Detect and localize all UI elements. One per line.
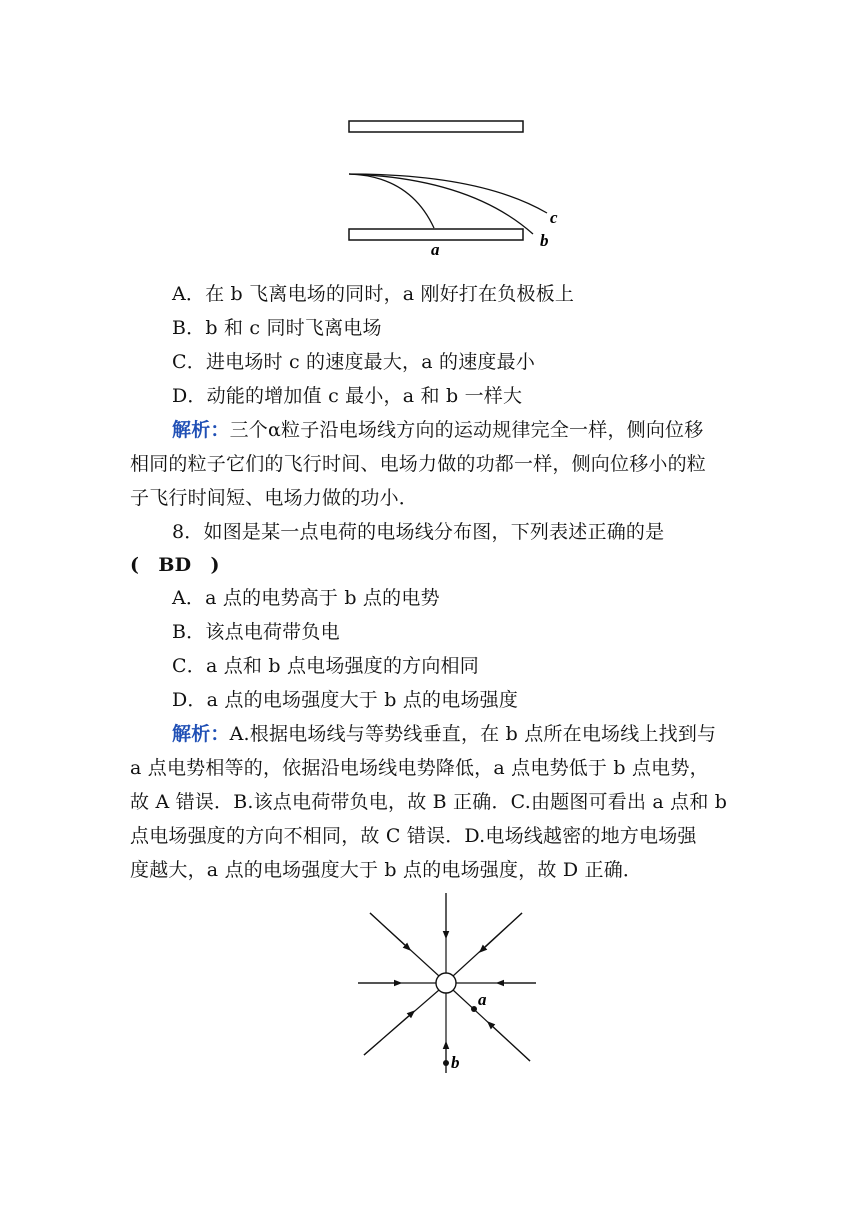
figure-parallel-plates <box>330 110 570 260</box>
point-b <box>443 1060 449 1066</box>
option-8d: D．a 点的电场强度大于 b 点的电场强度 <box>172 689 519 711</box>
option-8b: B．该点电荷带负电 <box>172 621 340 643</box>
analysis-8-line4: 点电场强度的方向不相同，故 C 错误．D.电场线越密的地方电场强 <box>130 825 697 847</box>
option-7c: C．进电场时 c 的速度最大，a 的速度最小 <box>172 351 536 373</box>
analysis-8-line3: 故 A 错误．B.该点电荷带负电，故 B 正确．C.由题图可看出 a 点和 b <box>130 791 728 813</box>
analysis-7-line3: 子飞行时间短、电场力做的功小． <box>130 487 419 509</box>
point-charge <box>436 973 456 993</box>
analysis-8-line1: 解析：A.根据电场线与等势线垂直，在 b 点所在电场线上找到与 <box>172 723 717 745</box>
analysis-8-line2: a 点电势相等的，依据沿电场线电势降低，a 点电势低于 b 点电势， <box>130 757 709 779</box>
trajectory-b <box>349 174 533 234</box>
trajectory-c <box>349 174 547 213</box>
option-8a: A．a 点的电势高于 b 点的电势 <box>172 587 440 609</box>
option-7b: B．b 和 c 同时飞离电场 <box>172 317 382 339</box>
bottom-plate <box>349 229 523 240</box>
analysis-label: 解析： <box>172 723 230 745</box>
label-c: c <box>550 208 558 227</box>
question-8-stem: 8．如图是某一点电荷的电场线分布图，下列表述正确的是 <box>172 521 665 543</box>
figure-point-charge-field <box>350 885 550 1080</box>
label-a: a <box>431 240 440 259</box>
analysis-label: 解析： <box>172 419 230 441</box>
top-plate <box>349 121 523 132</box>
label-b: b <box>451 1053 460 1072</box>
question-8-answer: ( BD ) <box>130 554 220 576</box>
option-7a: A．在 b 飞离电场的同时，a 刚好打在负极板上 <box>172 283 575 305</box>
label-a: a <box>478 990 487 1009</box>
option-7d: D．动能的增加值 c 最小，a 和 b 一样大 <box>172 385 523 407</box>
label-b: b <box>540 231 549 250</box>
analysis-8-line5: 度越大，a 点的电场强度大于 b 点的电场强度，故 D 正确． <box>130 859 643 881</box>
point-a <box>471 1006 477 1012</box>
option-8c: C．a 点和 b 点电场强度的方向相同 <box>172 655 479 677</box>
analysis-7-line2: 相同的粒子它们的飞行时间、电场力做的功都一样，侧向位移小的粒 <box>130 453 707 475</box>
analysis-7-line1: 解析：三个α粒子沿电场线方向的运动规律完全一样，侧向位移 <box>172 419 704 441</box>
